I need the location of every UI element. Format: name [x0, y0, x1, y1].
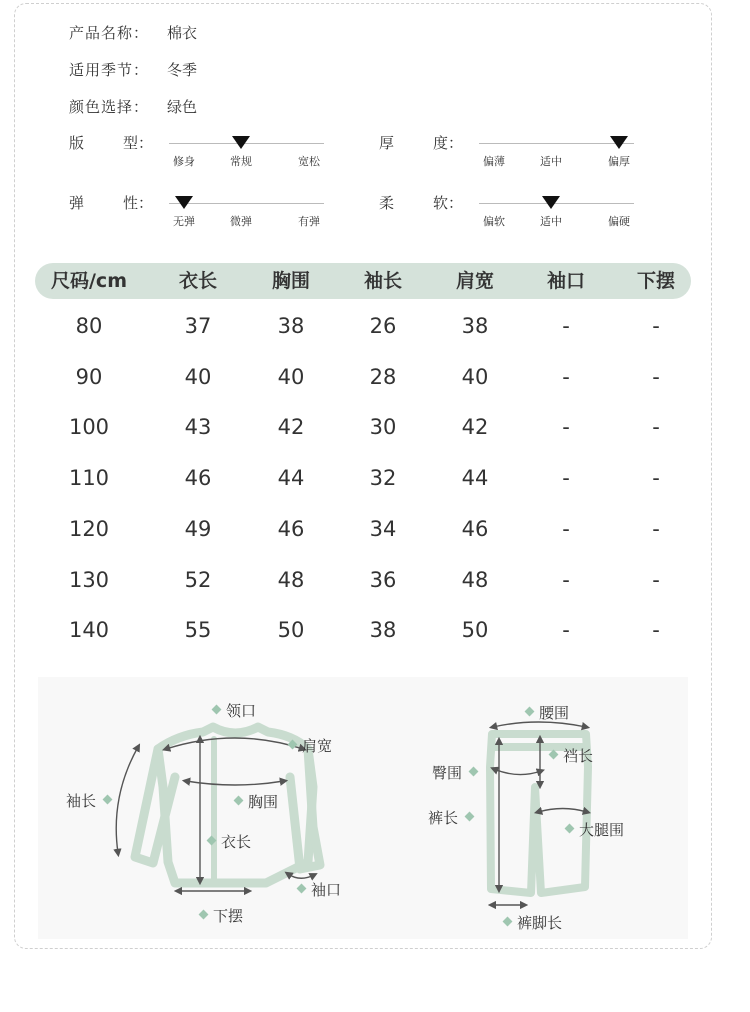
diamond-icon — [212, 705, 222, 715]
table-cell: 42 — [277, 415, 305, 439]
collar-text: 领口 — [226, 702, 257, 720]
table-cell: 37 — [184, 314, 212, 338]
scale-option: 偏硬 — [608, 215, 630, 228]
thickness-label-a: 厚 — [379, 134, 395, 152]
fit-label-a: 版 — [69, 134, 85, 152]
diamond-icon — [549, 750, 559, 760]
table-cell: 38 — [369, 618, 397, 642]
table-cell: 28 — [369, 365, 397, 389]
sleeve-label — [66, 790, 111, 811]
elastic-label-b: 性： — [123, 194, 154, 212]
scale-option: 微弹 — [230, 215, 252, 228]
size-cell: 90 — [75, 365, 103, 389]
table-cell: 46 — [277, 517, 305, 541]
scale-option: 适中 — [540, 155, 562, 168]
size-cell: 120 — [68, 517, 110, 541]
table-cell: 44 — [461, 466, 489, 490]
hem-text: 下摆 — [213, 907, 244, 925]
table-cell: 38 — [461, 314, 489, 338]
table-cell: - — [652, 365, 660, 389]
diamond-icon — [288, 740, 298, 750]
table-cell: 44 — [277, 466, 305, 490]
leg-opening-label — [504, 912, 562, 933]
diamond-icon — [297, 884, 307, 894]
table-cell: 36 — [369, 568, 397, 592]
diamond-icon — [525, 707, 535, 717]
scale-marker-icon — [232, 136, 250, 149]
diamond-icon — [565, 824, 575, 834]
size-cell: 130 — [68, 568, 110, 592]
scale-option: 宽松 — [298, 155, 320, 168]
hem-label — [200, 905, 243, 926]
table-cell: - — [652, 517, 660, 541]
color-row — [69, 96, 197, 117]
table-cell: - — [652, 568, 660, 592]
diamond-icon — [103, 795, 113, 805]
scale-option: 修身 — [173, 155, 195, 168]
thigh-label — [566, 819, 624, 840]
table-cell: - — [652, 415, 660, 439]
table-cell: 40 — [461, 365, 489, 389]
table-cell: 32 — [369, 466, 397, 490]
table-cell: 26 — [369, 314, 397, 338]
product-name-value: 棉衣 — [167, 24, 198, 42]
table-cell: 55 — [184, 618, 212, 642]
table-cell: 30 — [369, 415, 397, 439]
softness-label-a: 柔 — [379, 194, 395, 212]
table-cell: 46 — [184, 466, 212, 490]
table-cell: - — [562, 365, 570, 389]
table-cell: - — [562, 517, 570, 541]
diamond-icon — [234, 796, 244, 806]
length-text: 衣长 — [221, 833, 252, 851]
scale-option: 偏厚 — [608, 155, 630, 168]
size-cell: 80 — [75, 314, 103, 338]
table-cell: 52 — [184, 568, 212, 592]
diamond-icon — [503, 917, 513, 927]
softness-scale — [479, 192, 634, 232]
scale-option: 偏软 — [483, 215, 505, 228]
diamond-icon — [469, 767, 479, 777]
table-cell: - — [562, 568, 570, 592]
shoulder-label — [289, 735, 332, 756]
elastic-scale — [169, 192, 324, 232]
collar-label — [213, 700, 256, 721]
table-header-cell: 尺码/cm — [50, 270, 128, 292]
product-name-label: 产品名称： — [69, 24, 150, 42]
diamond-icon — [465, 812, 475, 822]
scale-option: 无弹 — [173, 215, 195, 228]
fit-label-b: 型： — [123, 134, 154, 152]
leg-opening-text: 裤脚长 — [517, 914, 563, 932]
chest-label — [235, 791, 278, 812]
table-cell: - — [652, 314, 660, 338]
scale-marker-icon — [610, 136, 628, 149]
length-label — [208, 831, 251, 852]
elastic-label-a: 弹 — [69, 194, 85, 212]
table-cell: 40 — [277, 365, 305, 389]
thickness-scale — [479, 132, 634, 172]
table-cell: - — [652, 618, 660, 642]
table-cell: - — [562, 415, 570, 439]
season-value: 冬季 — [167, 61, 198, 79]
softness-label-b: 软： — [433, 194, 464, 212]
size-cell: 110 — [68, 466, 110, 490]
rise-text: 裆长 — [563, 747, 594, 765]
cuff-label — [298, 879, 341, 900]
table-cell: 38 — [277, 314, 305, 338]
product-name-row — [69, 22, 197, 43]
table-header-cell: 衣长 — [178, 270, 218, 292]
table-cell: - — [652, 466, 660, 490]
color-label: 颜色选择： — [69, 98, 150, 116]
measurement-diagram — [38, 677, 688, 939]
pants-length-label — [428, 807, 473, 828]
table-header-cell: 袖长 — [363, 270, 403, 292]
table-cell: 50 — [277, 618, 305, 642]
shoulder-text: 肩宽 — [302, 737, 333, 755]
scale-option: 偏薄 — [483, 155, 505, 168]
diamond-icon — [207, 836, 217, 846]
pants-length-text: 裤长 — [428, 809, 459, 827]
color-value: 绿色 — [167, 98, 198, 116]
chest-text: 胸围 — [248, 793, 279, 811]
hip-label — [432, 762, 477, 783]
diamond-icon — [199, 910, 209, 920]
hip-text: 臀围 — [432, 764, 463, 782]
fit-scale — [169, 132, 324, 172]
table-cell: 46 — [461, 517, 489, 541]
table-cell: - — [562, 466, 570, 490]
sleeve-text: 袖长 — [66, 792, 97, 810]
garment-illustration — [38, 677, 688, 939]
scale-option: 常规 — [230, 155, 252, 168]
rise-label — [550, 745, 593, 766]
scale-marker-icon — [542, 196, 560, 209]
thickness-label-b: 度： — [433, 134, 464, 152]
cuff-text: 袖口 — [311, 881, 342, 899]
table-cell: 50 — [461, 618, 489, 642]
table-header-cell: 胸围 — [271, 270, 311, 292]
table-header-cell: 袖口 — [546, 270, 586, 292]
table-cell: - — [562, 314, 570, 338]
thigh-text: 大腿围 — [579, 821, 625, 839]
table-cell: - — [562, 618, 570, 642]
size-cell: 100 — [68, 415, 110, 439]
table-cell: 34 — [369, 517, 397, 541]
scale-marker-icon — [175, 196, 193, 209]
waist-label — [526, 702, 569, 723]
waist-text: 腰围 — [539, 704, 570, 722]
table-cell: 43 — [184, 415, 212, 439]
table-header-cell: 下摆 — [636, 270, 676, 292]
table-header-cell: 肩宽 — [455, 270, 495, 292]
table-cell: 49 — [184, 517, 212, 541]
scale-option: 有弹 — [298, 215, 320, 228]
table-cell: 48 — [461, 568, 489, 592]
scale-option: 适中 — [540, 215, 562, 228]
table-cell: 42 — [461, 415, 489, 439]
table-cell: 40 — [184, 365, 212, 389]
season-row — [69, 59, 197, 80]
table-cell: 48 — [277, 568, 305, 592]
size-cell: 140 — [68, 618, 110, 642]
season-label: 适用季节： — [69, 61, 150, 79]
